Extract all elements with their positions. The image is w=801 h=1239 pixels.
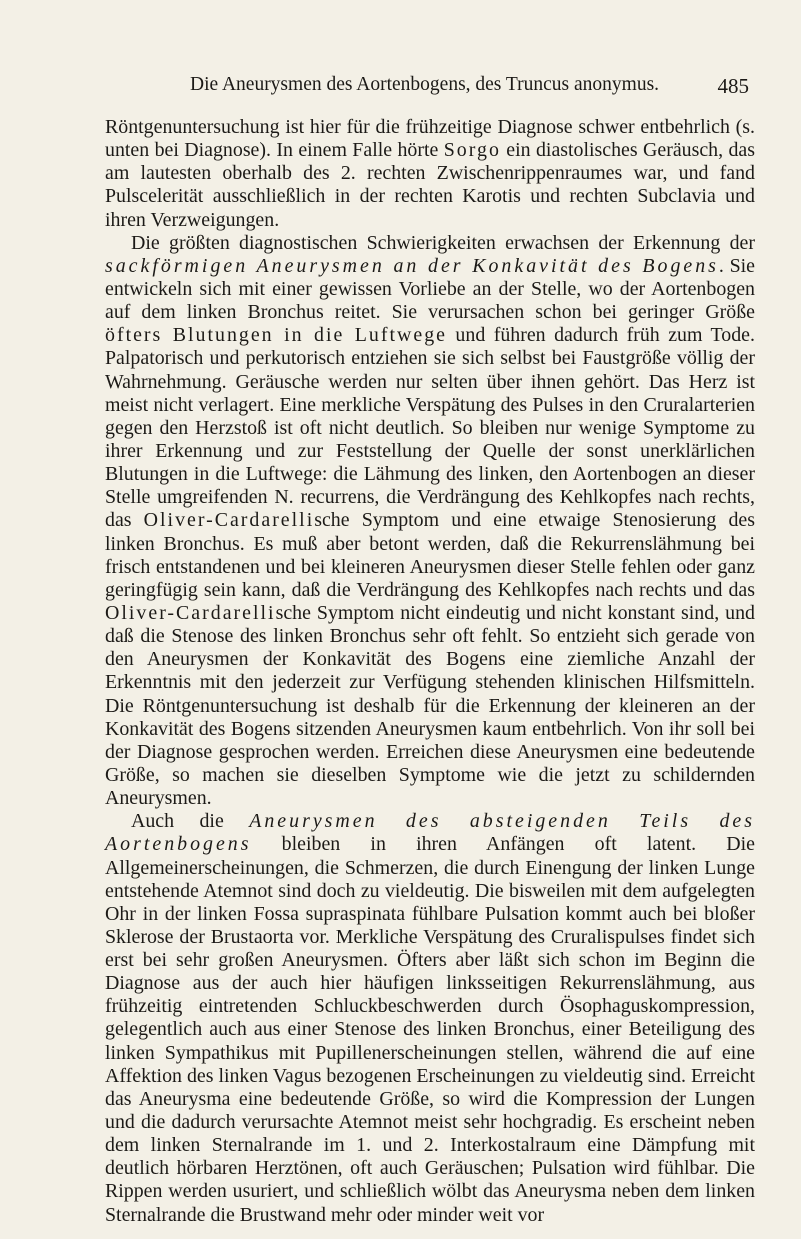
paragraph-1	[105, 116, 755, 232]
author-name-oliver-cardarelli: Oliver-Cardarelli	[143, 509, 315, 532]
author-name-sorgo: Sorgo	[443, 139, 501, 162]
text-segment: sche Symptom und eine etwaige Stenosierung des linken Bronchus. Es muß aber betont werden, daß die Rekurrenslähmung bei frisch entstandenen und bei kleineren Aneurysmen dieser Stelle fehlen oder ganz geringfügig sein kann, daß die Verdrängung des Kehlkopfes nach rechts und das	[105, 509, 755, 601]
text-segment: ein diastolisches Geräusch, das am lautesten oberhalb des 2. rechten Zwischenrippenraumes war, und fand Pulscelerität ausschließlich in der rechten Karotis und rechten Subclavia und ihren Verzweigungen.	[105, 139, 755, 231]
running-head	[190, 74, 749, 104]
running-head-title: Die Aneurysmen des Aortenbogens, des Truncus anonymus.	[190, 74, 660, 95]
author-name-oliver-cardarelli: Oliver-Cardarelli	[105, 601, 276, 624]
emphasis-heading: sackförmigen Aneurysmen an der Konkavität des Bogens	[105, 254, 719, 277]
text-segment: Auch die	[131, 810, 250, 833]
emphasis-heading: Aneurysmen des absteigenden Teils des Aortenbogens	[105, 810, 755, 856]
text-segment: und führen dadurch früh zum Tode. Palpatorisch und perkutorisch entziehen sie sich selbst bei Faustgröße völlig der Wahrnehmung. Geräusche werden nur selten über ihnen gehört. Das Herz ist meist nicht verlagert. Eine merkliche Verspätung des Pulses in den Cruralarterien gegen den Herzstoß ist oft nicht deutlich. So bleiben nur wenige Symptome zu ihrer Erkennung und zur Feststellung der Quelle der sonst unerklärlichen Blutungen in die Luftwege: die Lähmung des linken, den Aortenbogen an dieser Stelle umgreifenden N. recurrens, die Verdrängung des Kehlkopfes nach rechts, das	[105, 324, 755, 532]
text-segment: Die größten diagnostischen Schwierigkeiten erwachsen der Erkennung der	[131, 231, 755, 254]
text-segment: bleiben in ihren Anfängen oft latent. Die Allgemeinerscheinungen, die Schmerzen, die durch Einengung der linken Lunge entstehende Atemnot sind doch zu vieldeutig. Die bisweilen mit dem aufgelegten Ohr in der linken Fossa supraspinata fühlbare Pulsation kommt auch bei bloßer Sklerose der Brustaorta vor. Merkliche Verspätung des Cruralispulses findet sich erst bei sehr großen Aneurysmen. Öfters aber läßt sich schon im Beginn die Diagnose aus der auch hier häufigen linksseitigen Rekurrenslähmung, aus frühzeitig eintretenden Schluckbeschwerden durch Ösophaguskompression, gelegentlich auch aus einer Stenose des linken Bronchus, einer Beteiligung des linken Sympathikus mit Pupillenerscheinungen stellen, während die auf eine Affektion des linken Vagus bezogenen Erscheinungen zu vieldeutig sind. Erreicht das Aneurysma eine bedeutende Größe, so wird die Kompression der Lungen und die dadurch verursachte Atemnot meist sehr hochgradig. Es erscheint neben dem linken Sternalrande im 1. und 2. Interkostalraum eine Dämpfung mit deutlich hörbaren Herztönen, oft auch Geräuschen; Pulsation wird fühlbar. Die Rippen werden usuriert, und schließlich wölbt das Aneurysma neben dem linken Sternalrande die Brustwand mehr oder minder weit vor	[105, 833, 755, 1226]
text-segment: Röntgenuntersuchung ist hier für die frühzeitige Diagnose schwer entbehrlich (s. unten bei Diagnose). In einem Falle hörte	[105, 116, 755, 162]
text-segment: . Sie entwickeln sich mit einer gewissen Vorliebe an der Stelle, wo der Aortenbogen auf dem linken Bronchus reitet. Sie verursachen schon bei geringer Größe	[105, 254, 755, 324]
page-number: 485	[717, 74, 749, 98]
body-text	[105, 116, 755, 1227]
text-segment: sche Symptom nicht eindeutig und nicht konstant sind, und daß die Stenose des linken Bronchus sehr oft fehlt. So entzieht sich gerade von den Aneurysmen der Konkavität des Bogens eine ziemliche Anzahl der Erkenntnis mit den jederzeit zur Verfügung stehenden klinischen Hilfsmitteln. Die Röntgenuntersuchung ist deshalb für die Erkennung der kleineren an der Konkavität des Bogens sitzenden Aneurysmen kaum entbehrlich. Von ihr soll bei der Diagnose gesprochen werden. Erreichen diese Aneurysmen eine bedeutende Größe, so machen sie dieselben Symptome wie die jetzt zu schildernden Aneurysmen.	[105, 601, 755, 810]
paragraph-3	[105, 810, 755, 1227]
paragraph-2	[105, 232, 755, 811]
emphasis-spaced: öfters Blutungen in die Luftwege	[105, 324, 447, 347]
